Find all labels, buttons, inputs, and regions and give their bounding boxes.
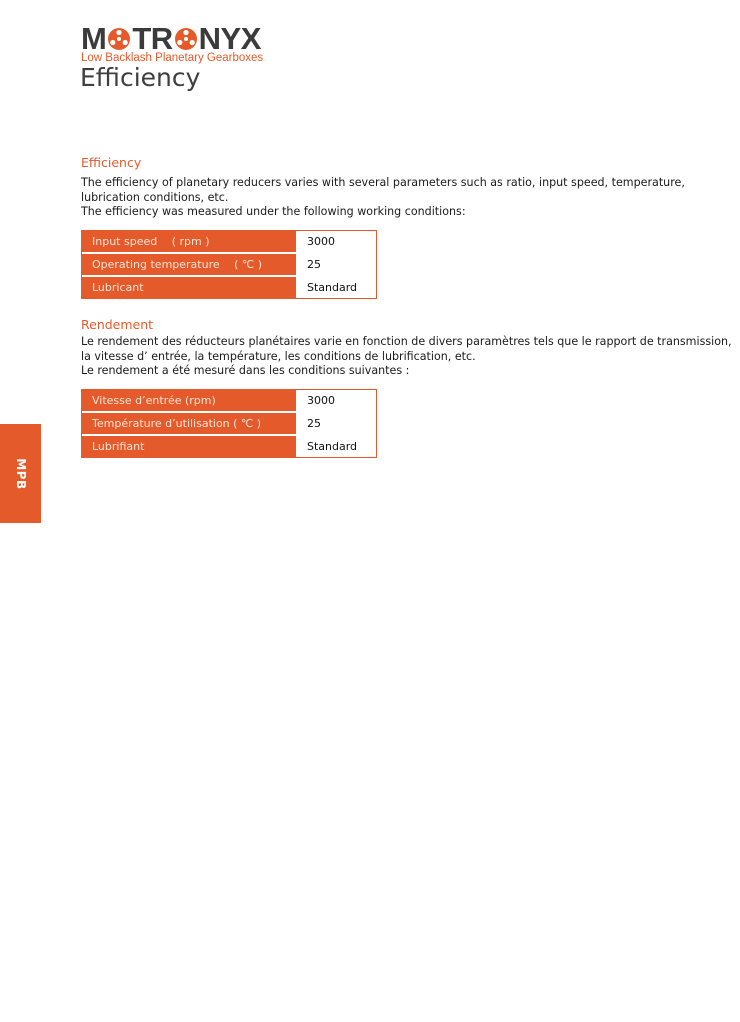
paragraph-line: The efficiency of planetary reducers varies with several parameters such as ratio, input speed, temperature,	[81, 176, 685, 189]
section-heading-efficiency: Efficiency	[81, 155, 142, 170]
section-heading-rendement: Rendement	[81, 317, 154, 332]
side-section-tab	[0, 424, 41, 523]
condition-label: Lubrifiant	[82, 436, 294, 457]
condition-value: 25	[294, 254, 376, 275]
logo-letter-r: R	[150, 21, 173, 56]
table-row	[82, 413, 376, 436]
condition-label: Température d’utilisation ( ℃ )	[82, 413, 294, 434]
page-title: Efficiency	[80, 63, 201, 92]
logo-letters-nyx: NYX	[198, 21, 261, 56]
condition-value: 25	[294, 413, 376, 434]
rendement-description	[81, 335, 732, 379]
logo-letter-m: M	[81, 21, 107, 56]
working-conditions-table-fr	[81, 389, 377, 458]
table-row	[82, 231, 376, 254]
table-row	[82, 277, 376, 298]
paragraph-line: Le rendement a été mesuré dans les conditions suivantes :	[81, 364, 410, 378]
condition-label: Operating temperature ( ℃ )	[82, 254, 294, 275]
condition-label: Vitesse d’entrée (rpm)	[82, 390, 294, 411]
condition-value: Standard	[294, 436, 376, 457]
gear-icon	[174, 27, 198, 51]
paragraph-line: la vitesse d’ entrée, la température, les conditions de lubrification, etc.	[81, 349, 476, 363]
table-row	[82, 436, 376, 457]
working-conditions-table-en	[81, 230, 377, 299]
paragraph-line: Le rendement des réducteurs planétaires varie en fonction de divers paramètres tels que le rapport de transmission,	[81, 335, 732, 348]
condition-value: 3000	[294, 231, 376, 252]
efficiency-description	[81, 176, 721, 220]
side-tab-label: MPB	[13, 457, 28, 490]
paragraph-line: lubrication conditions, etc.	[81, 190, 229, 204]
condition-label: Lubricant	[82, 277, 294, 298]
brand-tagline: Low Backlash Planetary Gearboxes	[81, 52, 264, 64]
gear-icon	[107, 27, 131, 51]
logo-letter-t: T	[132, 21, 151, 56]
table-row	[82, 254, 376, 277]
condition-label: Input speed ( rpm )	[82, 231, 294, 252]
condition-value: Standard	[294, 277, 376, 298]
condition-value: 3000	[294, 390, 376, 411]
brand-logo	[81, 21, 261, 56]
table-row	[82, 390, 376, 413]
paragraph-line: The efficiency was measured under the following working conditions:	[81, 205, 466, 219]
